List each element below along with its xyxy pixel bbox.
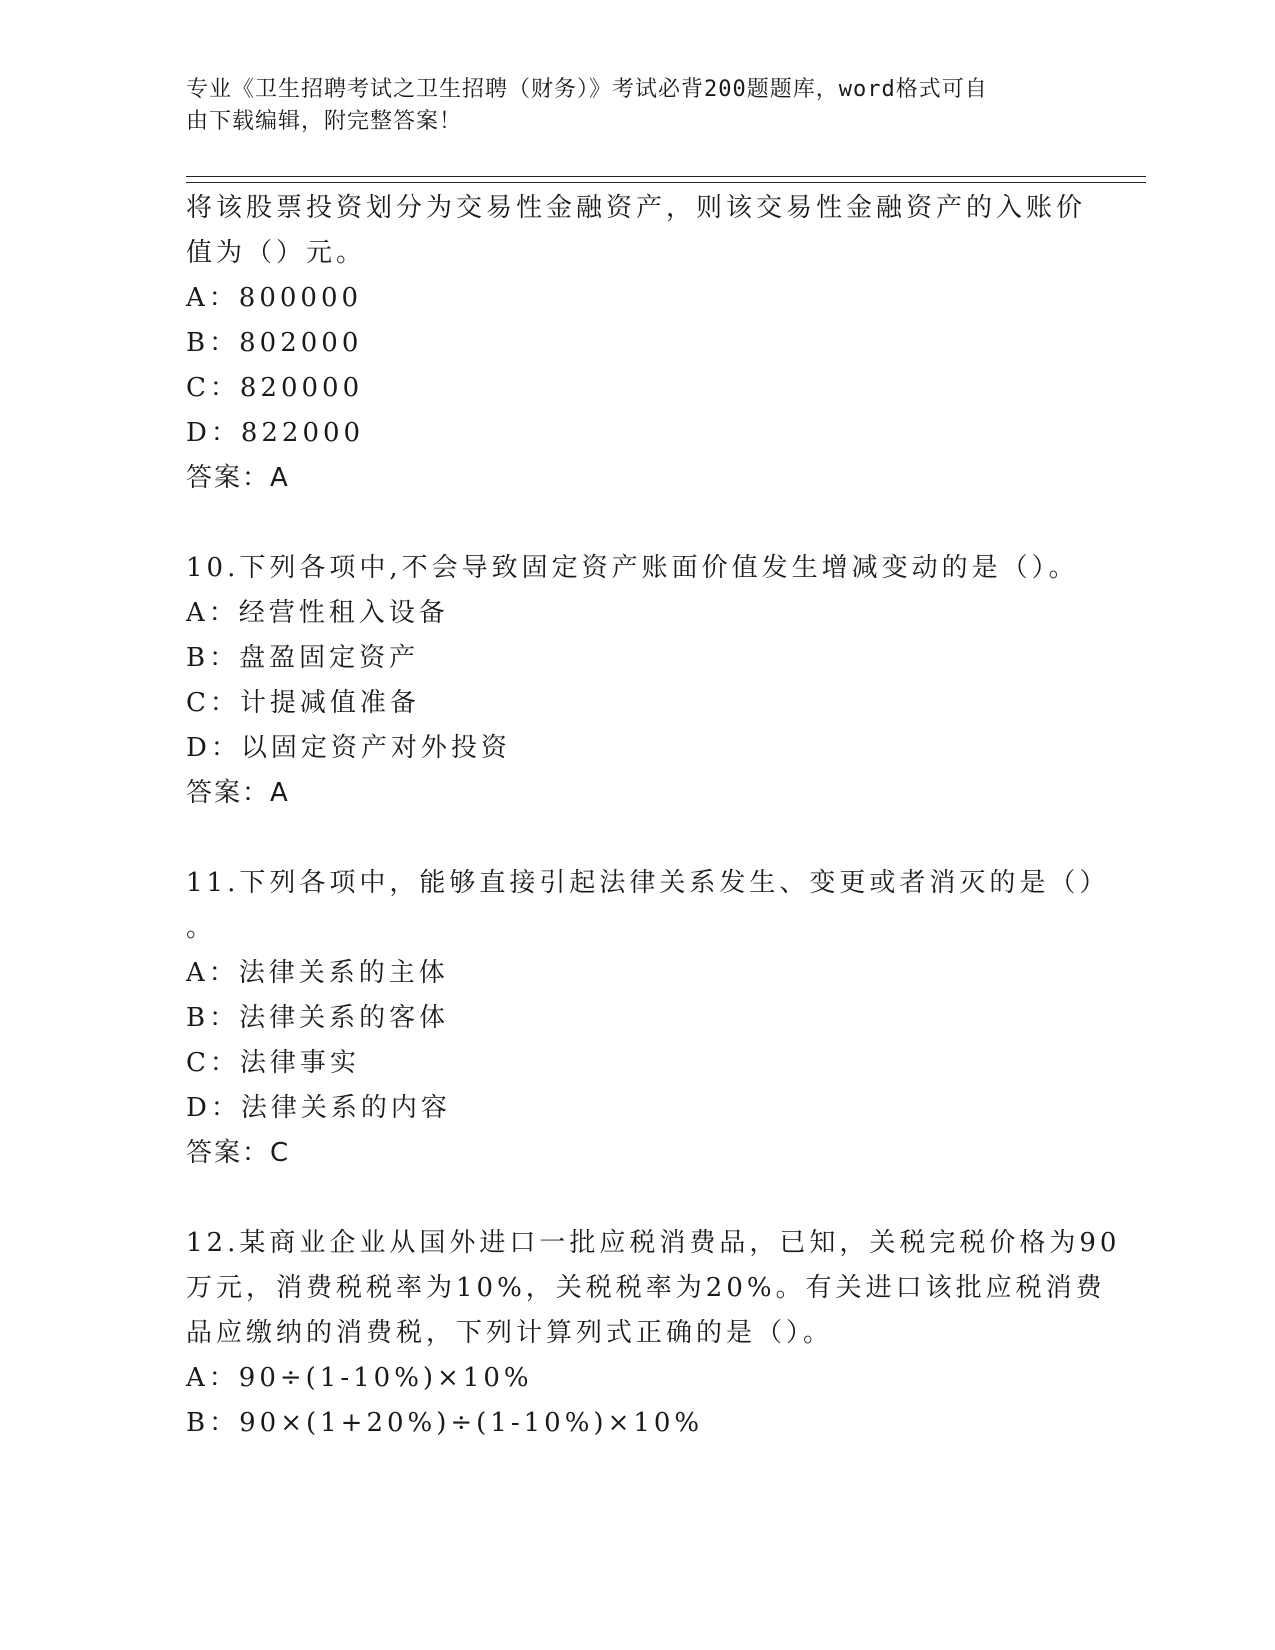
question-stem-line: 。 (186, 913, 217, 943)
spacer (186, 1176, 1086, 1221)
question-10 (186, 546, 1086, 816)
question-stem-line: 值为（）元。 (186, 238, 367, 268)
option-c: C：法律事实 (186, 1048, 360, 1078)
question-11 (186, 861, 1110, 1176)
answer-line: 答案：A (186, 778, 290, 808)
document-header (186, 74, 1086, 138)
question-stem-line: 将该股票投资划分为交易性金融资产，则该交易性金融资产的入账价 (186, 193, 1087, 223)
option-b: B：90×(1+20%)÷(1-10%)×10% (186, 1408, 704, 1438)
question-stem-line: 万元，消费税税率为10%，关税税率为20%。有关进口该批应税消费 (186, 1273, 1106, 1303)
question-stem-line: 12.某商业企业从国外进口一批应税消费品，已知，关税完税价格为90 (186, 1228, 1121, 1258)
header-divider-bottom (186, 182, 1146, 183)
option-b: B：802000 (186, 328, 363, 358)
answer-line: 答案：C (186, 1138, 291, 1168)
question-stem-line: 品应缴纳的消费税，下列计算列式正确的是（）。 (186, 1318, 834, 1348)
option-c: C：820000 (186, 373, 364, 403)
question-12 (186, 1221, 1121, 1446)
option-b: B：盘盈固定资产 (186, 643, 420, 673)
option-d: D：以固定资产对外投资 (186, 733, 511, 763)
option-d: D：法律关系的内容 (186, 1093, 451, 1123)
question-stem-line: 11.下列各项中，能够直接引起法律关系发生、变更或者消灭的是（） (186, 868, 1110, 898)
option-a: A：经营性租入设备 (186, 598, 449, 628)
header-title-line-2: 由下载编辑，附完整答案！ (186, 109, 463, 134)
option-c: C：计提减值准备 (186, 688, 420, 718)
header-divider-top (186, 176, 1146, 177)
option-b: B：法律关系的客体 (186, 1003, 450, 1033)
question-stem: 10.下列各项中,不会导致固定资产账面价值发生增减变动的是（）。 (186, 553, 1079, 583)
option-a: A：800000 (186, 283, 363, 313)
spacer (186, 816, 1086, 861)
spacer (186, 501, 1086, 546)
answer-line: 答案：A (186, 463, 290, 493)
question-body (186, 186, 1121, 1446)
option-a: A：90÷(1-10%)×10% (186, 1363, 533, 1393)
option-a: A：法律关系的主体 (186, 958, 449, 988)
header-title-line-1: 专业《卫生招聘考试之卫生招聘（财务）》考试必背200题题库，word格式可自 (186, 77, 988, 102)
option-d: D：822000 (186, 418, 365, 448)
question-9 (186, 186, 1086, 501)
